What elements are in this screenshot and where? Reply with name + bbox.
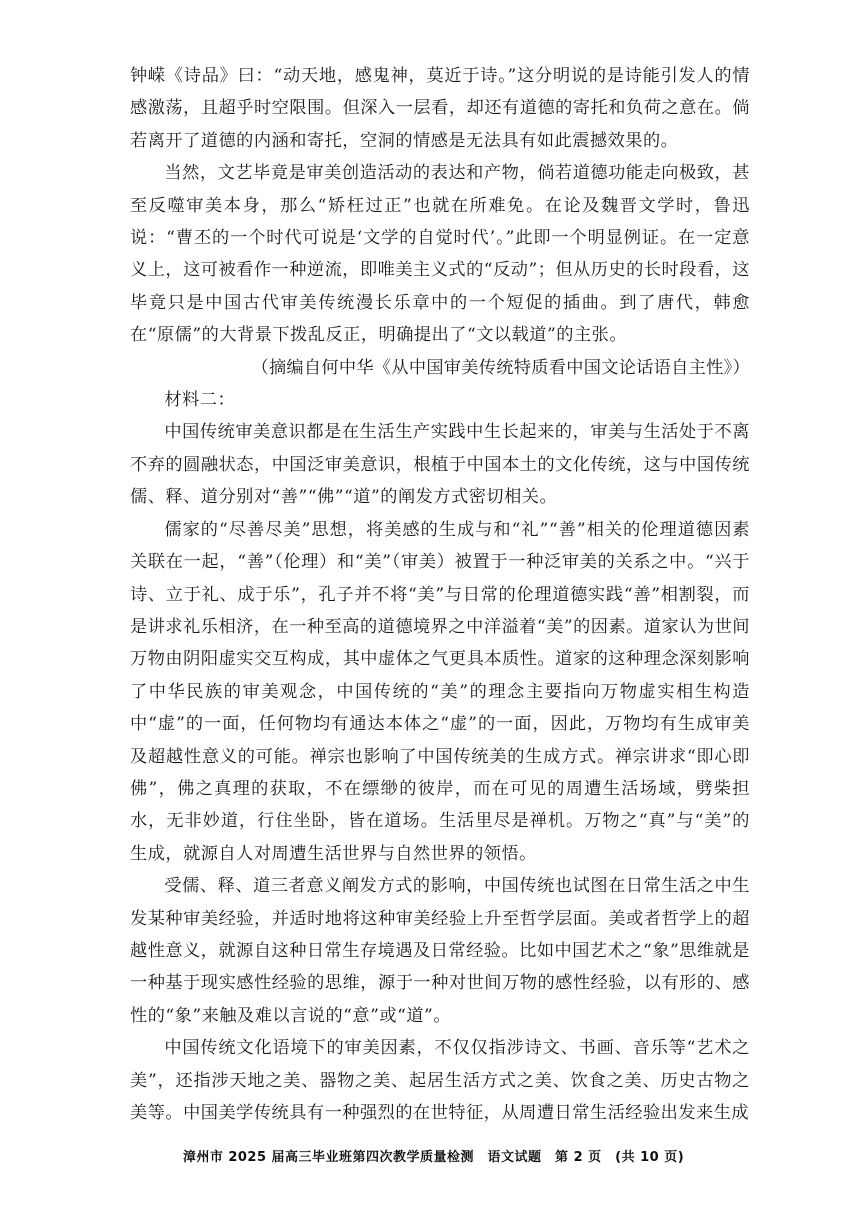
paragraph-shou-rushidao: 受儒、释、道三者意义阐发方式的影响，中国传统也试图在日常生活之中生发某种审美经验，并适时地将这种审美经验上升至哲学层面。美或者哲学上的超越性意义，就源自这种日常生存境遇及日常经验。比如中国艺术之“象”思维就是一种基于现实感性经验的思维，源于一种对世间万物的感性经验，以有形的、感性的“象”来触及难以言说的“意”或“道”。: [130, 876, 750, 1026]
paragraph-yujing: 中国传统文化语境下的审美因素，不仅仅指涉诗文、书画、音乐等“艺术之美”，还指涉天地之美、器物之美、起居生活方式之美、饮食之美、历史古物之美等。中国美学传统具有一种强烈的在世特征，从周遭日常生活经验出发来生成: [130, 1038, 750, 1123]
paragraph-chuantong: 中国传统审美意识都是在生活生产实践中生长起来的，审美与生活处于不离不弃的圆融状态，中国泛审美意识，根植于中国本土的文化传统，这与中国传统儒、释、道分别对“善”“佛”“道”的阐发方式密切相关。: [130, 422, 750, 508]
section-heading-material-two: 材料二：: [164, 390, 236, 411]
paragraph-rujia: 儒家的“尽善尽美”思想，将美感的生成与和“礼”“善”相关的伦理道德因素关联在一起，“善”（伦理）和“美”（审美）被置于一种泛审美的关系之中。“兴于诗、立于礼、成于乐”，孔子并不将“美”与日常的伦理道德实践“善”相割裂，而是讲求礼乐相济，在一种至高的道德境界之中洋溢着“美”的因素。道家认为世间万物由阴阳虚实交互构成，其中虚体之气更具本质性。道家的这种理念深刻影响了中华民族的审美观念，中国传统的“美”的理念主要指向万物虚实相生构造中“虚”的一面，任何物均有通达本体之“虚”的一面，因此，万物均有生成审美及超越性意义的可能。禅宗也影响了中国传统美的生成方式。禅宗讲求“即心即佛”，佛之真理的获取，不在缥缈的彼岸，而在可见的周遭生活场域，劈柴担水，无非妙道，行住坐卧，皆在道场。生活里尽是禅机。万物之“真”与“美”的生成，就源自人对周遭生活世界与自然世界的领悟。: [130, 519, 750, 864]
source-citation: （摘编自何中华《从中国审美传统特质看中国文论话语自主性》）: [251, 357, 750, 378]
paragraph-continuation: 钟嵘《诗品》曰：“动天地，感鬼神，莫近于诗。”这分明说的是诗能引发人的情感激荡，且超乎时空限围。但深入一层看，却还有道德的寄托和负荷之意在。倘若离开了道德的内涵和寄托，空洞的情感是无法具有如此震撼效果的。: [130, 66, 750, 151]
document-body: [130, 60, 750, 1129]
paragraph-wenyi: 当然，文艺毕竟是审美创造活动的表达和产物，倘若道德功能走向极致，甚至反噬审美本身，那么“矫枉过正”也就在所难免。在论及魏晋文学时，鲁迅说：“曹丕的一个时代可说是‘文学的自觉时代’。”此即一个明显例证。在一定意义上，这可被看作一种逆流，即唯美主义式的“反动”；但从历史的长时段看，这毕竟只是中国古代审美传统漫长乐章中的一个短促的插曲。到了唐代，韩愈在“原儒”的大背景下拨乱反正，明确提出了“文以载道”的主张。: [130, 163, 750, 346]
page-footer: 漳州市 2025 届高三毕业班第四次教学质量检测 语文试题 第 2 页 (共 10 页): [182, 1150, 685, 1165]
